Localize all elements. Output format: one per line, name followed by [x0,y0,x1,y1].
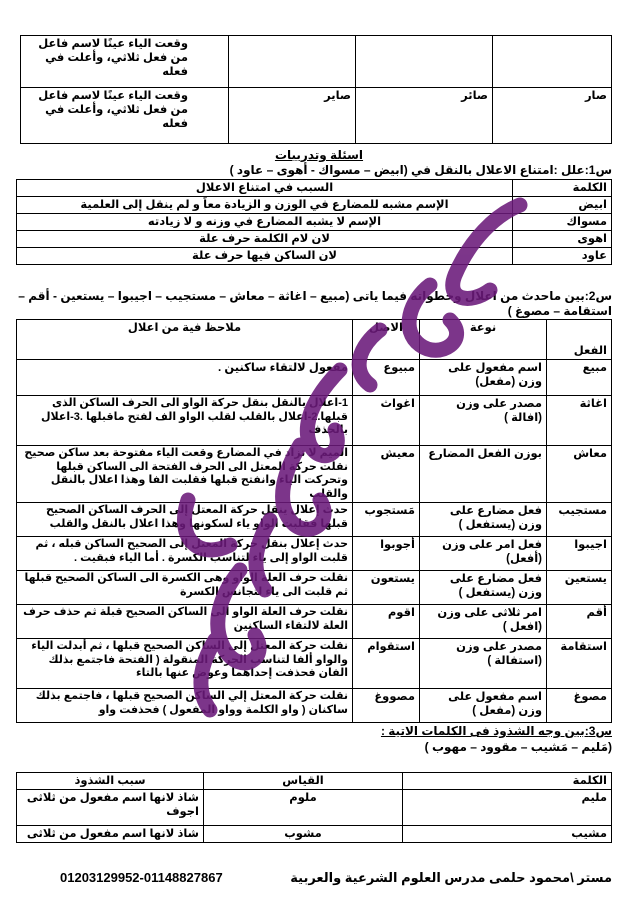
table-row [17,605,612,639]
footer-teacher: مستر \محمود حلمى مدرس العلوم الشرعية والعربية [290,870,612,885]
table-row [17,639,612,689]
cell-type: اسم مفعول على وزن (مفعل) [420,360,547,396]
cell-reason: شاذ لانها اسم مفعول من ثلاثى اجوف [17,790,204,826]
cell-note: نقلت حرف العلة الواو وهى الكسرة الى الساكن الصحيح قبلها ثم قلبت الى ياء لتجانس الكسرة [17,571,353,605]
cell-verb: مبيع [547,360,612,396]
cell-reason: الإسم لا يشبه المضارع في وزنه و لا زيادته [17,214,513,231]
footer-phones: 01203129952-01148827867 [60,870,223,885]
q2-prompt: س2:بين ماحدث من اعلال وخطواته فيما ياتى (مبيع – اغاثة – معاش – مستجيب – اجيبوا – يستعين - أقم – استقامة – مصوغ ) [18,289,612,318]
table-row [17,396,612,446]
top-c2 [356,36,493,88]
cell-note: 1-اعلال بالنقل بنقل حركة الواو الى الحرف الساكن الذى قبلها.2-اعلال بالقلب لقلب الواو الف لفتح ماقبلها .3-اعلال بالحذف [17,396,353,446]
cell-type: مصدر على وزن (استفالة ) [420,639,547,689]
cell-note: نقلت حرف العلة الواو الى الساكن الصحيح قبلة ثم حذف حرف العلة لالتقاء الساكنين [17,605,353,639]
cell-origin: اغواث [353,396,420,446]
header-type: نوعة [420,320,547,360]
cell-reason: الإسم مشبه للمضارع في الوزن و الزيادة معاً و لم ينقل إلى العلمية [17,197,513,214]
cell-word: مشيب [403,826,612,843]
cell-origin: أجوبوا [353,537,420,571]
table-row [17,231,612,248]
cell-origin: استقوام [353,639,420,689]
top-c1 [229,36,356,88]
header-word: الكلمة [513,180,612,197]
table-row [17,790,612,826]
cell-type: امر ثلاثى على وزن (افعل ) [420,605,547,639]
cell-reason: لان الساكن فيها حرف علة [17,248,513,265]
header-verb-label: الفعل [573,345,607,357]
q3-prompt: س3:بين وجه الشذوذ فى الكلمات الاتية : [380,724,612,738]
top-note: وقعت الياء عينًا لاسم فاعل من فعل ثلاثي، وأعلت في فعله [21,36,229,88]
cell-note: الميم لا تزاد في المضارع وقعت الياء مفتوحة بعد ساكن صحيح نقلت حركة المعتل الى الحرف الفتحة الى الساكن قبلها وتحركت الياء وانفتح قبلها فقلبت الفا وهذا اعلال بالنقل والقلب [17,446,353,503]
header-word: الكلمة [403,773,612,790]
cell-origin: مَستجوب [353,503,420,537]
header-reason: السبب في امتناع الاعلال [17,180,513,197]
cell-verb: مصوغ [547,689,612,723]
top-table [20,35,612,144]
table-row [21,36,612,88]
table-header-row [17,773,612,790]
cell-type: اسم مفعول على وزن (مفعل ) [420,689,547,723]
cell-word: عاود [513,248,612,265]
header-verb [547,320,612,360]
header-reason: سبب الشذوذ [17,773,204,790]
cell-word: ابيض [513,197,612,214]
cell-note: نقلت حركة المعتل إلى الساكن الصحيح قبلها ، ثم أبدلت الياء والواو ألفا لتناسب الحركة المنقولة ( الفتحة فاجتمع بذلك الفان فحذفت إحداهما وعوض عنها بالتاء [17,639,353,689]
top-c1: صاير [229,88,356,144]
cell-verb: اغاثة [547,396,612,446]
cell-type: فعل مضارع على وزن (يستفعل ) [420,571,547,605]
table-row [17,248,612,265]
cell-origin: مصووغ [353,689,420,723]
q1-table [16,179,612,265]
q3-words: (مَليم – مَشيب – مقوود – مهوب ) [424,740,612,754]
table-row [17,503,612,537]
top-note: وقعت الياء عينًا لاسم فاعل من فعل ثلاثي، وأعلت في فعله [21,88,229,144]
q2-table [16,319,612,723]
cell-standard: مشوب [204,826,403,843]
cell-note: نقلت حركة المعتل إلي الساكن الصحيح قبلها ، فاجتمع بذلك ساكنان ( واو الكلمة وواو المفعول ) فحذفت واو [17,689,353,723]
cell-verb: مستجيب [547,503,612,537]
cell-origin: اقوم [353,605,420,639]
cell-verb: معاش [547,446,612,503]
cell-verb: أقم [547,605,612,639]
table-row [17,571,612,605]
top-c2: صائر [356,88,493,144]
table-header-row [17,320,612,360]
q1-prompt: س1:علل :امتناع الاعلال بالنقل في (ابيض – مسواك - أهوى – عاود ) [229,163,612,177]
cell-origin: معيش [353,446,420,503]
cell-verb: اجيبوا [547,537,612,571]
table-row [17,214,612,231]
cell-origin: مبيوع [353,360,420,396]
cell-standard: ملوم [204,790,403,826]
cell-verb: يستعين [547,571,612,605]
table-row [17,826,612,843]
header-standard: القياس [204,773,403,790]
cell-type: فعل مضارع على وزن (يستفعل ) [420,503,547,537]
table-row [17,537,612,571]
cell-reason: لان لام الكلمة حرف علة [17,231,513,248]
table-row [21,88,612,144]
cell-note: مفعول لالتقاء ساكنين . [17,360,353,396]
cell-verb: استقامة [547,639,612,689]
table-row [17,197,612,214]
cell-word: مسواك [513,214,612,231]
top-c3: صار [493,88,612,144]
cell-type: مصدر على وزن (افالة ) [420,396,547,446]
q3-table [16,772,612,843]
cell-type: فعل امر على وزن (أفعل) [420,537,547,571]
top-c3 [493,36,612,88]
cell-word: مليم [403,790,612,826]
cell-origin: يستعون [353,571,420,605]
table-header-row [17,180,612,197]
cell-type: بوزن الفعل المضارع [420,446,547,503]
cell-note: حدث إعلال ينقل حركة المعتل إلى الحرف الساكن الصحيح قبلها فقلبت الواو ياء لسكونها وهذا اعلال بالنقل والقلب [17,503,353,537]
header-note: ملاحظ فية من اعلال [17,320,353,360]
header-origin: الاصل [353,320,420,360]
table-row [17,360,612,396]
cell-word: اهوى [513,231,612,248]
cell-reason: شاذ لانها اسم مفعول من ثلاثى [17,826,204,843]
table-row [17,446,612,503]
section-heading: اسئلة وتدريبات [274,148,364,162]
table-row [17,689,612,723]
cell-note: حدث إعلال بنقل حركة المعتل إلى الصحيح الساكن قبله ، ثم قلبت الواو إلى ياء لتناسب الكسرة . أما الياء فبقيت . [17,537,353,571]
